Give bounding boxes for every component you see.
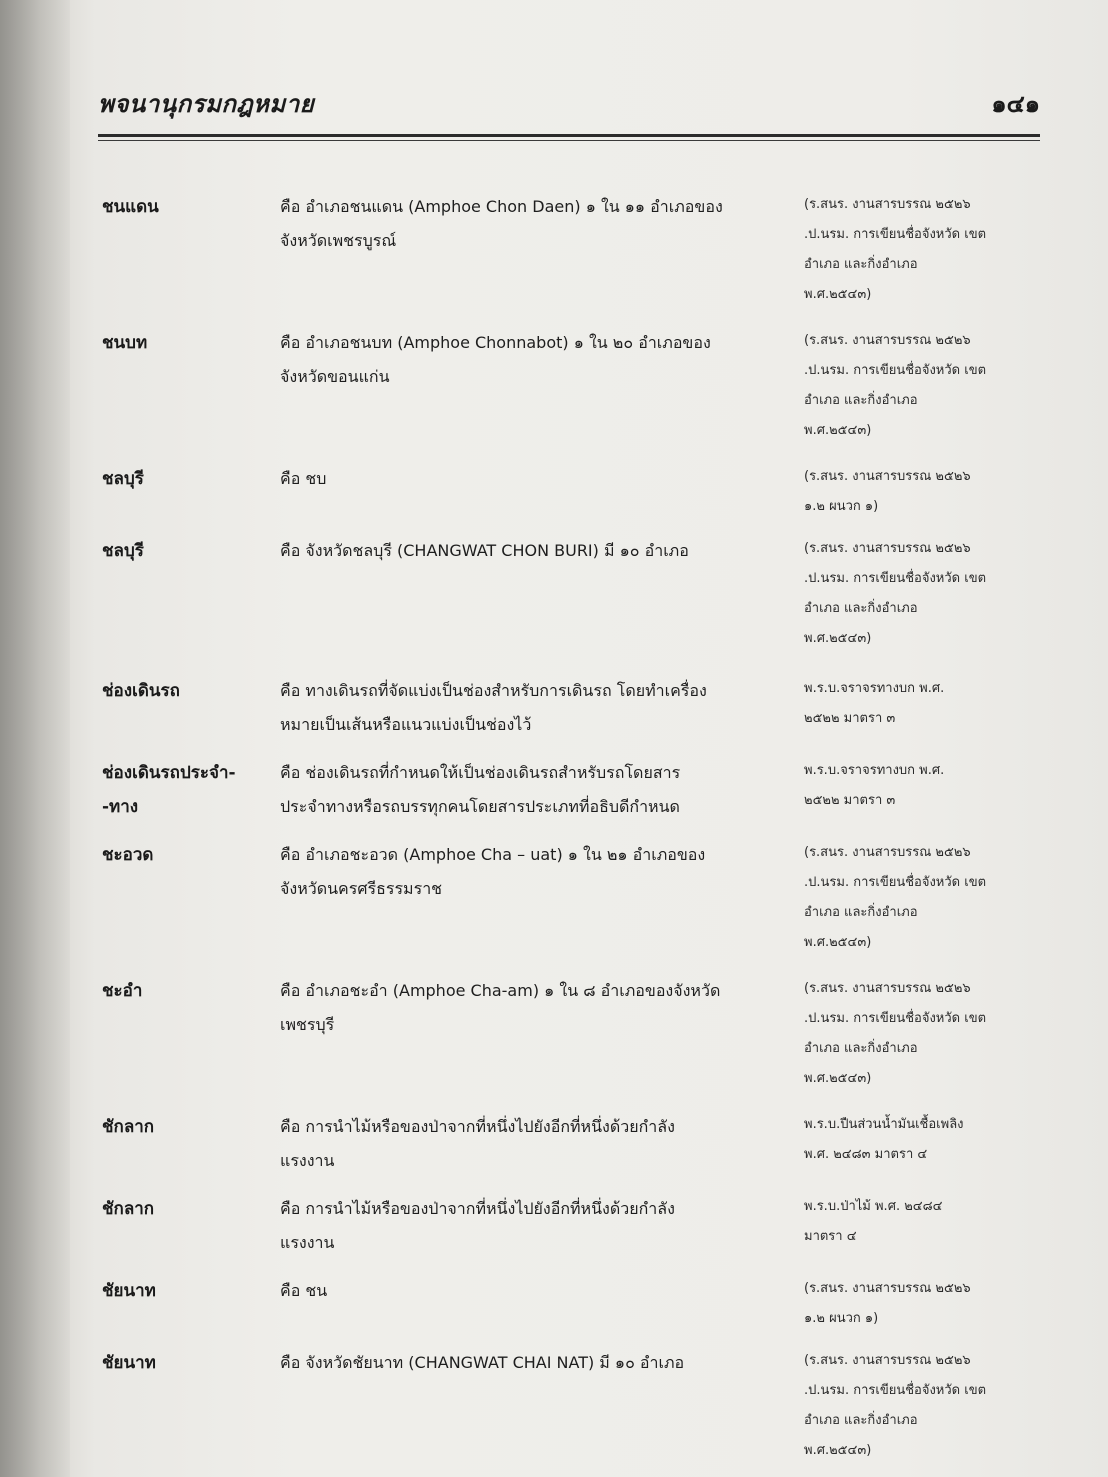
entry-definition: คือ อำเภอชนบท (Amphoe Chonnabot) ๑ ใน ๒๐ อำเภอของ จังหวัดขอนแก่น (280, 333, 711, 386)
entry-source: (ร.สนร. งานสารบรรณ ๒๕๒๖ .ป.นรม. การเขียนชื่อจังหวัด เขต อำเภอ และกิ่งอำเภอ พ.ศ.๒๕๔๓) (804, 981, 987, 1086)
page-number: ๑๔๑ (991, 89, 1040, 118)
entry-term: ชลบุรี (102, 541, 144, 561)
entry-term: ชักลาก (102, 1199, 155, 1219)
entry-source: (ร.สนร. งานสารบรรณ ๒๕๒๖ .ป.นรม. การเขียนชื่อจังหวัด เขต อำเภอ และกิ่งอำเภอ พ.ศ.๒๕๔๓) (804, 541, 987, 646)
entry-term: ชะอำ (102, 981, 143, 1001)
entry-definition: คือ จังหวัดชัยนาท (CHANGWAT CHAI NAT) มี ๑๐ อำเภอ (280, 1353, 685, 1372)
entry-definition: คือ การนำไม้หรือของป่าจากที่หนึ่งไปยังอีกที่หนึ่งด้วยกำลัง แรงงาน (280, 1117, 675, 1170)
entry-definition: คือ อำเภอชะอำ (Amphoe Cha-am) ๑ ใน ๘ อำเภอของจังหวัด เพชรบุรี (280, 981, 721, 1034)
entry-source: (ร.สนร. งานสารบรรณ ๒๕๒๖ ๑.๒ ผนวก ๑) (804, 1281, 971, 1326)
entry-source: พ.ร.บ.ปืนส่วนน้ำมันเชื้อเพลิง พ.ศ. ๒๔๘๓ มาตรา ๔ (804, 1117, 964, 1162)
entry-term: ชะอวด (102, 845, 154, 865)
entry-definition: คือ ชบ (280, 469, 327, 488)
entry-term: ชนแดน (102, 197, 159, 217)
entry-definition: คือ ช่องเดินรถที่กำหนดให้เป็นช่องเดินรถสำหรับรถโดยสาร ประจำทางหรือรถบรรทุกคนโดยสารประเภทที่อธิบดีกำหนด (280, 763, 681, 816)
entry-source: พ.ร.บ.ป่าไม้ พ.ศ. ๒๔๘๔ มาตรา ๔ (804, 1199, 943, 1244)
entry-definition: คือ การนำไม้หรือของป่าจากที่หนึ่งไปยังอีกที่หนึ่งด้วยกำลัง แรงงาน (280, 1199, 675, 1252)
entry-source: พ.ร.บ.จราจรทางบก พ.ศ. ๒๕๒๒ มาตรา ๓ (804, 763, 945, 808)
entry-term: ชัยนาท (102, 1353, 156, 1373)
entry-source: (ร.สนร. งานสารบรรณ ๒๕๒๖ ๑.๒ ผนวก ๑) (804, 469, 971, 514)
entry-source: พ.ร.บ.จราจรทางบก พ.ศ. ๒๕๒๒ มาตรา ๓ (804, 681, 945, 726)
entry-term: ช่องเดินรถ (102, 681, 180, 701)
entry-definition: คือ อำเภอชนแดน (Amphoe Chon Daen) ๑ ใน ๑๑ อำเภอของ จังหวัดเพชรบูรณ์ (280, 197, 723, 250)
entry-definition: คือ ชน (280, 1281, 328, 1300)
entry-definition: คือ จังหวัดชลบุรี (CHANGWAT CHON BURI) มี ๑๐ อำเภอ (280, 541, 689, 560)
entry-definition: คือ อำเภอชะอวด (Amphoe Cha – uat) ๑ ใน ๒๑ อำเภอของ จังหวัดนครศรีธรรมราช (280, 845, 706, 898)
entry-term: ชนบท (102, 333, 148, 353)
entry-source: (ร.สนร. งานสารบรรณ ๒๕๒๖ .ป.นรม. การเขียนชื่อจังหวัด เขต อำเภอ และกิ่งอำเภอ พ.ศ.๒๕๔๓) (804, 845, 987, 950)
entry-term: ชลบุรี (102, 469, 144, 489)
entry-definition: คือ ทางเดินรถที่จัดแบ่งเป็นช่องสำหรับการเดินรถ โดยทำเครื่อง หมายเป็นเส้นหรือแนวแบ่งเป็นช่องไว้ (280, 681, 707, 734)
entry-source: (ร.สนร. งานสารบรรณ ๒๕๒๖ .ป.นรม. การเขียนชื่อจังหวัด เขต อำเภอ และกิ่งอำเภอ พ.ศ.๒๕๔๓) (804, 1353, 987, 1458)
entry-term: ชักลาก (102, 1117, 155, 1137)
entry-source: (ร.สนร. งานสารบรรณ ๒๕๒๖ .ป.นรม. การเขียนชื่อจังหวัด เขต อำเภอ และกิ่งอำเภอ พ.ศ.๒๕๔๓) (804, 197, 987, 302)
entry-term: ชัยนาท (102, 1281, 156, 1301)
entry-source: (ร.สนร. งานสารบรรณ ๒๕๒๖ .ป.นรม. การเขียนชื่อจังหวัด เขต อำเภอ และกิ่งอำเภอ พ.ศ.๒๕๔๓) (804, 333, 987, 438)
running-head: พจนานุกรมกฎหมาย (98, 89, 315, 118)
entry-term: ช่องเดินรถประจำ- -ทาง (102, 763, 236, 817)
